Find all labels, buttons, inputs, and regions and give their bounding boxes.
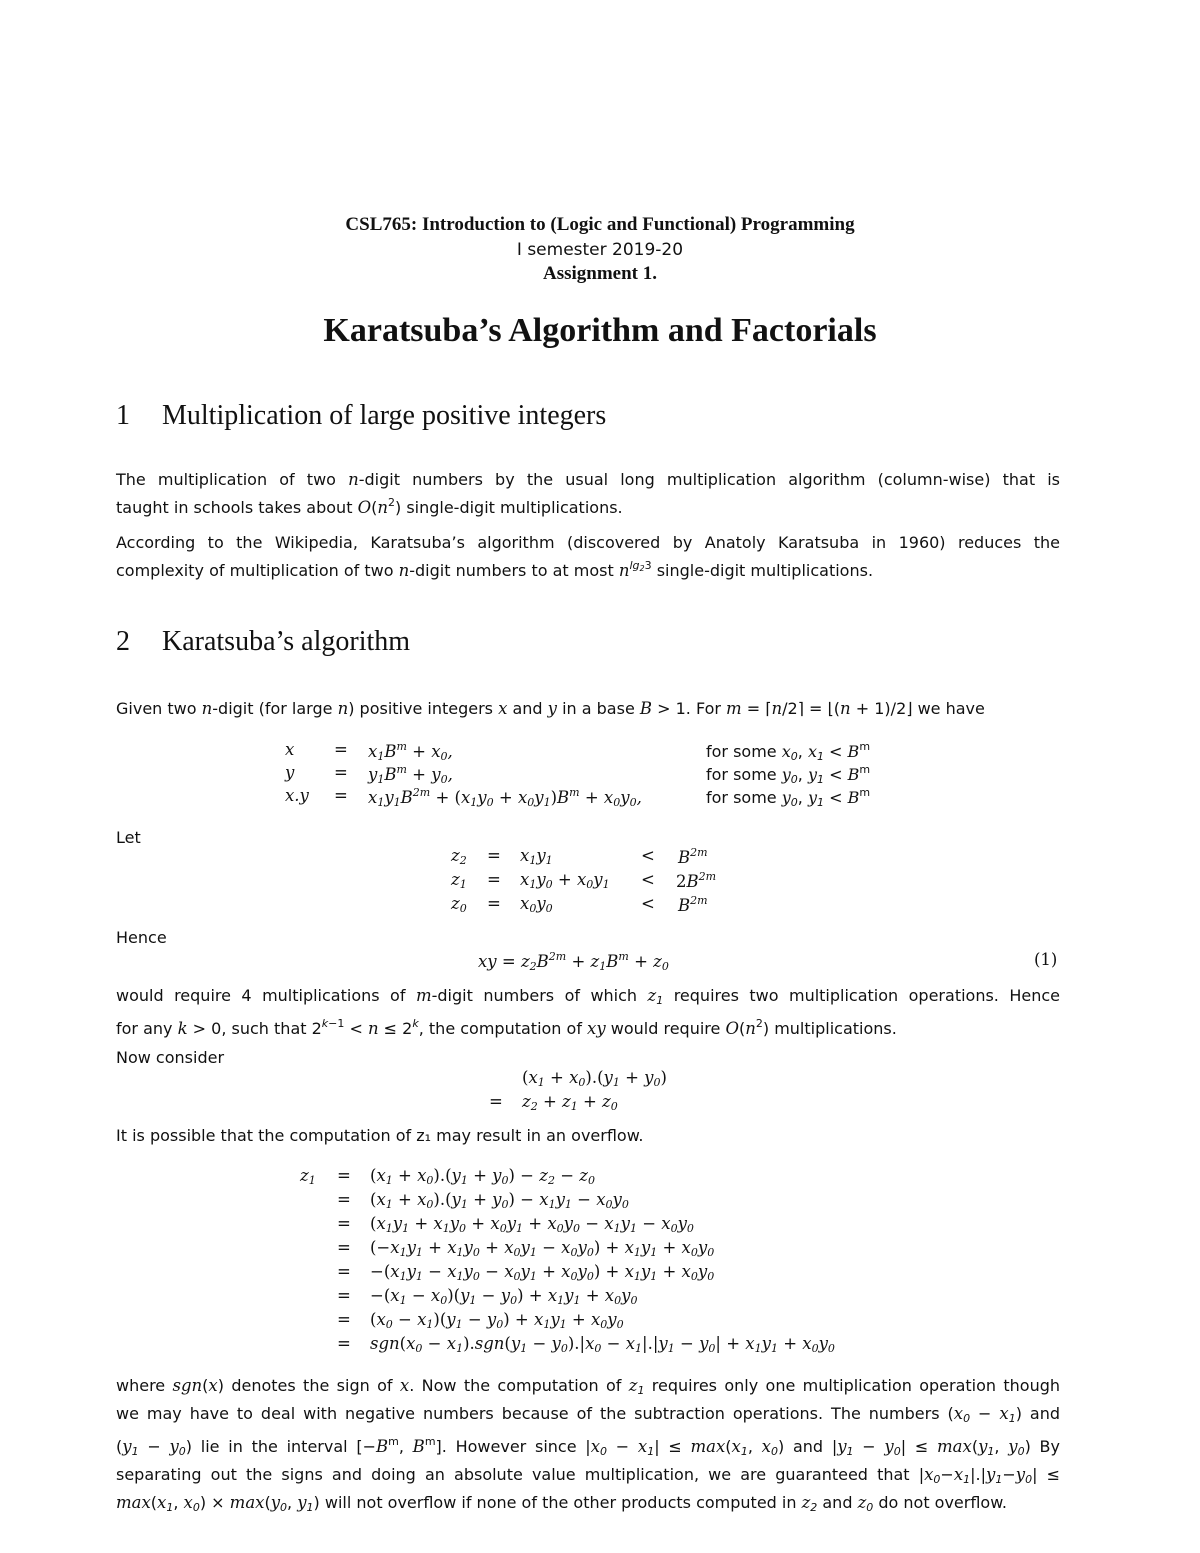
eq-z0-bound: $B^{2m}$ (678, 894, 708, 915)
label-overflow: It is possible that the computation of z₁ may result in an overflow. (116, 1126, 644, 1145)
eq-z1-equals: = (487, 870, 501, 889)
deriv-line-2: $(x_1 + x_0).(y_1 + y_0) - x_1y_1 - x_0y_0$ (370, 1190, 629, 1211)
section-2-number: 2 (116, 626, 130, 657)
eq-x-equals: = (334, 740, 348, 759)
paragraph-four-multiplications: would require 4 multiplications of m-digit numbers of which $z_1$ requires two multiplication operations. Hence for any k > 0, such that $2^{k-1} < n \le 2^k$, the computation of xy would require $O(n^2)$ multiplications. (116, 986, 1061, 1038)
deriv-eq-2: = (337, 1190, 351, 1209)
section-1-title: Multiplication of large positive integers (162, 400, 607, 431)
eq-y-equals: = (334, 763, 348, 782)
deriv-line-7: $(x_0 - x_1)(y_1 - y_0) + x_1y_1 + x_0y_0$ (370, 1310, 624, 1331)
label-hence: Hence (116, 928, 167, 947)
deriv-line-1: $(x_1 + x_0).(y_1 + y_0) - z_2 - z_0$ (370, 1166, 595, 1187)
deriv-line-6: $-(x_1 - x_0)(y_1 - y_0) + x_1y_1 + x_0y_0$ (370, 1286, 638, 1307)
eq-z1-lt: < (641, 870, 655, 889)
deriv-eq-6: = (337, 1286, 351, 1305)
section-2-heading (116, 626, 410, 658)
deriv-lhs: $z_1$ (300, 1166, 316, 1187)
deriv-eq-8: = (337, 1334, 351, 1353)
semester: I semester 2019-20 (516, 240, 684, 260)
eq-z0-equals: = (487, 894, 501, 913)
paragraph-sgn: where sgn(x) denotes the sign of x. Now the computation of $z_1$ requires only one multiplication operation though we may have to deal with negative numbers because of the subtraction operations. The numbers $(x_0 - x_1)$ and $(y_1 - y_0)$ lie in the interval [$-B^m$, $B^m$]. However since $|x_0 - x_1| \le \max(x_1$, $x_0$) and $|y_1 - y_0| \le \max(y_1$, $y_0$) By separating out the signs and doing an absolute value multiplication, we are guaranteed that $|x_0-x_1|.|y_1-y_0|$ ≤ $\max(x_1$, $x_0) \times \max(y_0$, $y_1$) will not overflow if none of the other products computed in $z_2$ and $z_0$ do not overflow. (116, 1376, 1061, 1514)
paragraph-long-multiplication: The multiplication of two n-digit numbers by the usual long multiplication algorithm (column-wise) that is taught in schools takes about $O(n^2)$ single-digit multiplications. (116, 470, 1061, 517)
eq-z1-lhs: $z_1$ (451, 870, 467, 891)
deriv-eq-1: = (337, 1166, 351, 1185)
deriv-eq-3: = (337, 1214, 351, 1233)
page-title: Karatsuba’s Algorithm and Factorials (323, 312, 877, 349)
label-now-consider: Now consider (116, 1048, 225, 1067)
eq-xy-lhs: x.y (285, 786, 309, 805)
eq-z0-lhs: $z_0$ (451, 894, 467, 915)
eq-x-rhs: $x_1B^m + x_0$, (368, 740, 453, 763)
equation-1-number: (1) (1034, 950, 1058, 969)
section-2-title: Karatsuba’s algorithm (162, 626, 411, 657)
equation-1: xy = $z_2B^{2m} + z_1B^m + z_0$ (478, 950, 669, 973)
eq-xy-equals: = (334, 786, 348, 805)
deriv-line-3: ($x_1y_1 + x_1y_0 + x_0y_1 + x_0y_0 - x_1y_1 - x_0y_0$ (370, 1214, 694, 1235)
eq-product-equals: = (489, 1092, 503, 1111)
eq-xy-rhs: $x_1y_1B^{2m} + (x_1y_0 + x_0y_1)B^m + x_0y_0$, (368, 786, 642, 809)
eq-y-cond: for some $y_0$, $y_1 < B^m$ (706, 763, 871, 786)
deriv-eq-5: = (337, 1262, 351, 1281)
paragraph-given: Given two n-digit (for large n) positive integers x and y in a base B > 1. For m = ⌈n/2⌉ = ⌊(n + 1)/2⌋ we have (116, 699, 985, 718)
eq-z1-bound: $2B^{2m}$ (676, 870, 717, 891)
paragraph-wikipedia: According to the Wikipedia, Karatsuba’s algorithm (discovered by Anatoly Karatsuba in 1960) reduces the complexity of multiplication of two n-digit numbers to at most $n^{lg_23}$ single-digit multiplications. (116, 533, 1060, 580)
label-let: Let (116, 828, 141, 847)
deriv-line-5: $-(x_1y_1 - x_1y_0 - x_0y_1 + x_0y_0) + x_1y_1 + x_0y_0$ (370, 1262, 715, 1283)
eq-xy-cond: for some $y_0$, $y_1 < B^m$ (706, 786, 871, 809)
deriv-line-8: $sgn(x_0 - x_1).sgn(y_1 - y_0).|x_0 - x_1|.|y_1 - y_0| + x_1y_1 + x_0y_0$ (370, 1334, 835, 1355)
deriv-line-4: $(-x_1y_1 + x_1y_0 + x_0y_1 - x_0y_0) + x_1y_1 + x_0y_0$ (370, 1238, 715, 1259)
eq-z2-rhs: $x_1y_1$ (520, 846, 553, 867)
eq-z0-lt: < (641, 894, 655, 913)
eq-y-rhs: $y_1B^m + y_0$, (368, 763, 453, 786)
section-1-number: 1 (116, 400, 130, 431)
eq-x-cond: for some $x_0$, $x_1 < B^m$ (706, 740, 871, 763)
eq-z0-rhs: $x_0y_0$ (520, 894, 553, 915)
course-title: CSL765: Introduction to (Logic and Functional) Programming (345, 214, 855, 235)
eq-z2-lhs: $z_2$ (451, 846, 467, 867)
deriv-eq-7: = (337, 1310, 351, 1329)
eq-z2-lt: < (641, 846, 655, 865)
eq-z2-bound: $B^{2m}$ (678, 846, 708, 867)
eq-x-lhs: x (285, 740, 295, 759)
deriv-eq-4: = (337, 1238, 351, 1257)
eq-y-lhs: y (285, 763, 295, 782)
section-1-heading (116, 400, 606, 432)
assignment-label: Assignment 1. (542, 263, 657, 284)
eq-product-z-sum: $z_2 + z_1 + z_0$ (522, 1092, 618, 1113)
eq-z1-rhs: $x_1y_0 + x_0y_1$ (520, 870, 610, 891)
eq-product-sum: $(x_1 + x_0).(y_1 + y_0)$ (522, 1068, 667, 1089)
eq-z2-equals: = (487, 846, 501, 865)
